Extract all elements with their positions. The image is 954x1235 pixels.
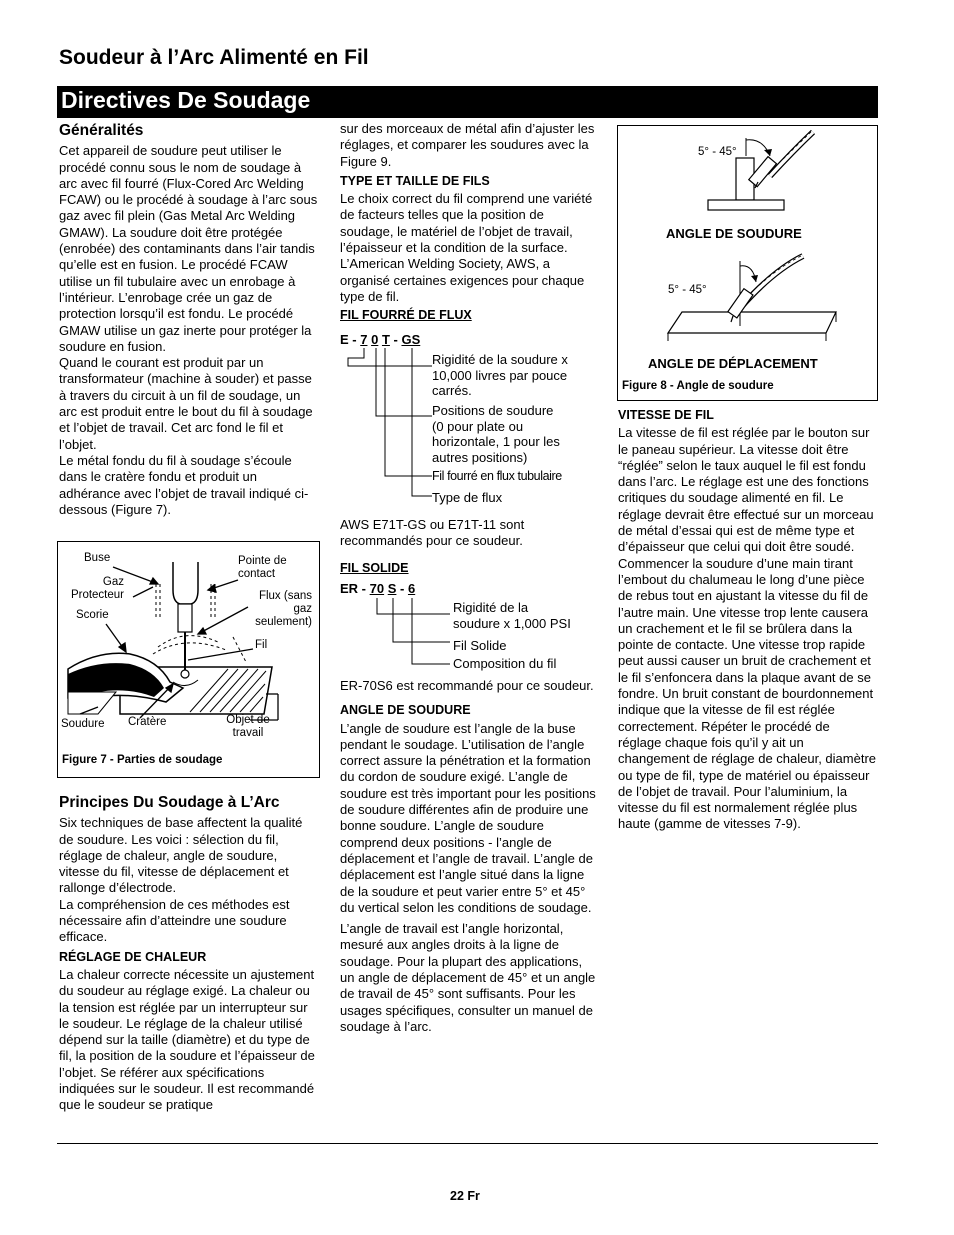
generalites-paragraph-1: Cet appareil de soudure peut utiliser le procédé connu sous le nom de soudage à arc avec fil fourré (Flux-Cored Arc Welding FCAW) ou le procédé à soudage à l’arc sous gaz avec fil plein (Gas Metal Arc Welding GMAW). La soudure doit être protégée (enrobée) des contaminants dans l’air tandis qu’elle est en fusion. Le procédé FCAW utilise un fil tubulaire avec un enrobage à l’intérieur. L’enrobage crée un gaz de protection lorsqu’il est fondu. Le procédé GMAW utilise un gaz inerte pour protéger la soudure en fusion. bbox=[59, 143, 318, 354]
fig8-range-bottom: 5° - 45° bbox=[668, 284, 707, 296]
fig8-label-angle-soudure: ANGLE DE SOUDURE bbox=[666, 226, 802, 241]
principes-heading: Principes Du Soudage à L’Arc bbox=[59, 794, 280, 811]
solid-code-70: 70 bbox=[369, 581, 385, 596]
type-taille-fils-heading: TYPE ET TAILLE DE FILS bbox=[340, 173, 490, 188]
figure-8-welding-angle bbox=[617, 125, 878, 401]
solid-code-s: S bbox=[387, 581, 397, 596]
reglage-chaleur-heading: RÉGLAGE DE CHALEUR bbox=[59, 949, 207, 964]
label-buse: Buse bbox=[84, 552, 111, 564]
fil-solide-heading: FIL SOLIDE bbox=[340, 560, 409, 575]
solid-code-er: ER bbox=[340, 581, 359, 596]
flux-label-fil-fourre: Fil fourré en flux tubulaire bbox=[432, 469, 562, 483]
document-title: Soudeur à l’Arc Alimenté en Fil bbox=[59, 46, 369, 69]
figure-7-welding-parts bbox=[57, 541, 320, 778]
flux-code-connectors bbox=[340, 346, 435, 506]
column-1 bbox=[59, 121, 319, 518]
vitesse-fil-heading: VITESSE DE FIL bbox=[618, 408, 714, 422]
label-flux: Flux (sans gaz seulement) bbox=[255, 590, 312, 628]
section-title-bar: Directives De Soudage bbox=[57, 86, 878, 118]
column-2-top bbox=[340, 121, 600, 326]
label-cratere: Cratère bbox=[128, 716, 167, 728]
flux-code-t: T bbox=[381, 332, 390, 347]
label-gaz-protecteur: Gaz Protecteur bbox=[70, 576, 124, 601]
column-3 bbox=[618, 404, 876, 833]
angle-paragraph-1: L’angle de soudure est l’angle de la buse pendant le soudage. L’utilisation de l’angle correct assure la pénétration et la formation du cordon de soudure exigé. L’angle de soudure est très important pour les positions de soudure différentes afin de produire une bonne soudure. L’angle de soudure comprend deux positions - l’angle de déplacement et l’angle de travail. L’angle de déplacement est l’angle situé dans la ligne de la soudure et peut varier entre 5° et 45° du vertical selon les conditions de soudage. bbox=[340, 720, 596, 915]
flux-code-7: 7 bbox=[360, 332, 368, 347]
fig8-label-angle-deplacement: ANGLE DE DÉPLACEMENT bbox=[648, 356, 818, 371]
label-objet-travail: Objet de travail bbox=[226, 714, 270, 739]
flux-label-positions: Positions de soudure (0 pour plate ou horizontale, 1 pour les autres positions) bbox=[432, 403, 560, 465]
angle-paragraph-2: L’angle de travail est l’angle horizontal, mesuré aux angles droits à la ligne de soudage. Pour la plupart des applications, un angle de déplacement de 45° et un angle de travail de 45° sont suffisants. Pour les usages spécifiques, consulter un manuel de soudage à l’arc. bbox=[340, 921, 596, 1034]
fil-fourre-heading: FIL FOURRÉ DE FLUX bbox=[340, 308, 472, 323]
type-taille-paragraph: Le choix correct du fil comprend une variété de facteurs telles que la position de soudage, le matériel de l’objet de travail, l’épaisseur et la condition de la surface. L’American Welding Society, AWS, a organisé certaines exigences pour chaque type de fil. bbox=[340, 191, 593, 304]
page-number: 22 Fr bbox=[450, 1189, 480, 1203]
figure-8-caption: Figure 8 - Angle de soudure bbox=[622, 380, 774, 392]
er70s6-paragraph: ER-70S6 est recommandé pour ce soudeur. bbox=[340, 678, 594, 693]
label-soudure: Soudure bbox=[61, 718, 105, 730]
bottom-rule bbox=[57, 1143, 878, 1144]
solid-code: ER - 70 S - 6 bbox=[340, 581, 416, 596]
figure-7-caption: Figure 7 - Parties de soudage bbox=[62, 754, 223, 766]
label-scorie: Scorie bbox=[76, 609, 109, 621]
solid-label-composition: Composition du fil bbox=[453, 656, 557, 671]
angle-soudure-heading: ANGLE DE SOUDURE bbox=[340, 703, 471, 718]
column-2-bottom bbox=[340, 678, 600, 1035]
principes-paragraph-2: La compréhension de ces méthodes est nécessaire afin d’atteindre une soudure efficace. bbox=[59, 896, 290, 945]
solid-code-6: 6 bbox=[407, 581, 416, 596]
reglage-chaleur-paragraph: La chaleur correcte nécessite un ajustement du soudeur au réglage exigé. La chaleur ou la tension est réglée par un interrupteur sur le soudeur. Le réglage de la chaleur utilisé dépend sur la taille (diamètre) et du type de fil, la position de la soudure et l’épaisseur de l’objet. Se référer aux spécifications indiquées sur le soudeur. Il est recommandé que le soudeur se pratique bbox=[59, 966, 315, 1113]
generalites-paragraph-2: Quand le courant est produit par un transformateur (machine à souder) et passe à travers du circuit à un fil de soudage, un arc est produit entre le bout du fil à soudage et l’objet de travail. Cet arc fond le fil et l’objet. bbox=[59, 355, 313, 452]
flux-code: E - 7 0 T - GS bbox=[340, 332, 421, 347]
solid-code-connectors bbox=[340, 596, 455, 668]
solid-label-rigidite: Rigidité de la soudure x 1,000 PSI bbox=[453, 600, 571, 631]
flux-label-rigidite: Rigidité de la soudure x 10,000 livres par pouce carrés. bbox=[432, 352, 568, 398]
generalites-paragraph-3: Le métal fondu du fil à soudage s’écoule dans le cratère fondu et produit un adhérance avec l’objet de travail indiqué ci-dessous (Figure 7). bbox=[59, 452, 309, 517]
solid-label-fil-solide: Fil Solide bbox=[453, 638, 507, 653]
vitesse-fil-paragraph: La vitesse de fil est réglée par le bouton sur le paneau supérieur. La vitesse doit être “réglée” selon le taux auquel le fil est fondu dans l’arc. Le réglage est une des fonctions critiques du soudage alimenté en fil. Le réglage devrait être effectué sur un morceau de métal d’essai qui est de même type et d’épaisseur que celui qui doit être soudé. Commencer la soudure d’une main tirant l’embout du chalumeau le long d’une pièce de rebus tout en ajustant la vitesse du fil de l’autre main. Une vitesse trop lente causera un crachement et le fil se brûlera dans la pointe de contacte. Une vitesse trop rapide peut aussi causer un bruit de crachement et le fil s’enfoncera dans la plaque avant de se fondre. Un bruit constant de bourdonnement indique que la vitesse de fil est réglée correctement. Répéter le procédé de réglage chaque fois qu’il y ait un changement de réglage de chaleur, diamètre ou type de fil, type de matériel ou épaisseur de l’objet de travail. Pour l’aluminium, la vitesse du fil est normalement réglée plus haute (gamme de vitesses 7-9). bbox=[618, 425, 877, 832]
flux-code-gs: GS bbox=[401, 332, 421, 347]
generalites-heading: Généralités bbox=[59, 122, 144, 139]
aws-paragraph: AWS E71T-GS ou E71T-11 sont recommandés pour ce soudeur. bbox=[340, 517, 525, 549]
label-fil: Fil bbox=[255, 639, 268, 651]
flux-label-type-flux: Type de flux bbox=[432, 490, 503, 505]
aws-block bbox=[340, 517, 600, 578]
intro-paragraph: sur des morceaux de métal afin d’ajuster les réglages, et comparer les soudures avec la Figure 9. bbox=[340, 121, 595, 169]
flux-code-0: 0 bbox=[371, 332, 379, 347]
label-pointe-contact: Pointe de contact bbox=[238, 555, 287, 580]
column-1-lower bbox=[59, 793, 319, 1114]
flux-code-e: E bbox=[340, 332, 349, 347]
principes-paragraph-1: Six techniques de base affectent la qualité de soudure. Les voici : sélection du fil, réglage de chaleur, angle de soudure, vitesse du fil, vitesse de déplacement et rallonge d’électrode. bbox=[59, 815, 303, 896]
fig8-range-top: 5° - 45° bbox=[698, 146, 737, 158]
